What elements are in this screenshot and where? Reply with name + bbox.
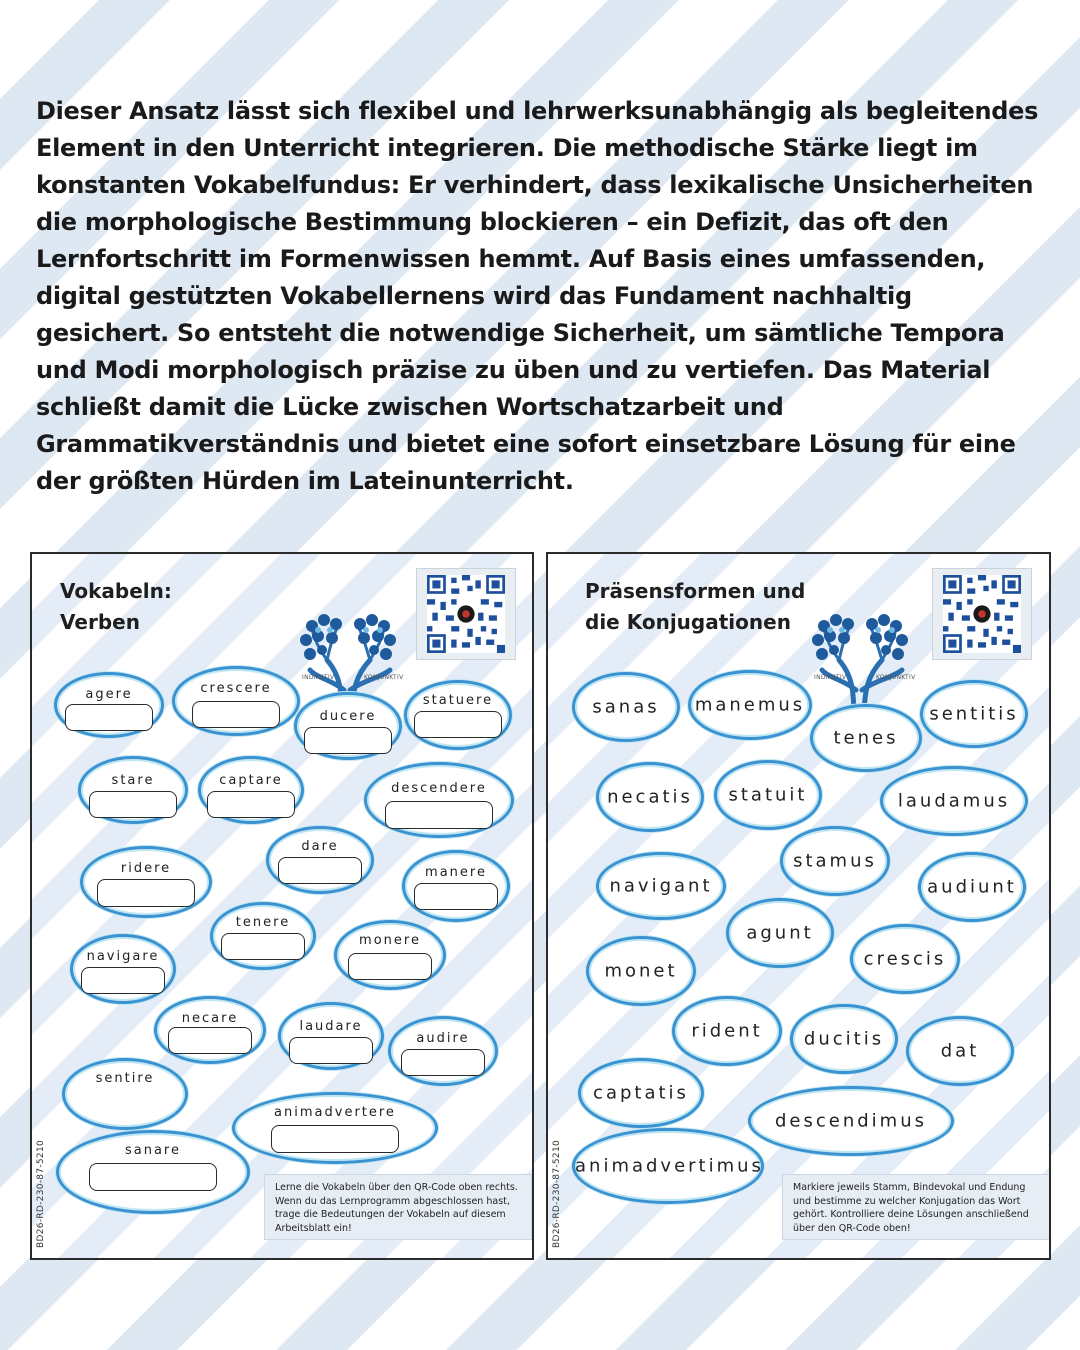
- sheet-title: Präsensformen und die Konjugationen: [585, 579, 806, 634]
- answer-box[interactable]: [81, 967, 165, 994]
- form-oval-sanas[interactable]: sanas: [572, 672, 680, 742]
- intro-paragraph: Dieser Ansatz lässt sich flexibel und lehrwerksunabhängig als begleitendes Element in den Unterricht integrieren. Die methodische Stärke liegt im konstanten Vokabelfundus: Er verhindert, dass lexikalische Unsicherheiten die morphologische Bestimmung blockieren – ein Defizit, das oft den Lernfortschritt im Formenwissen hemmt. Auf Basis eines umfassenden, digital gestützten Vokabellernens wird das Fundament nachhaltig gesichert. So entsteht die notwendige Sicherheit, um sämtliche Tempora und Modi morphologisch präzise zu üben und zu vertiefen. Das Material schließt damit die Lücke zwischen Wortschatzarbeit und Grammatikverständnis und bietet eine sofort einsetzbare Lösung für eine der größten Hürden im Lateinunterricht.: [36, 97, 1039, 495]
- answer-box[interactable]: [271, 1125, 399, 1153]
- answer-box[interactable]: [289, 1037, 373, 1064]
- tree-label-indikativ: INDIKATIV: [814, 674, 847, 681]
- vocab-oval-sanare: sanare: [56, 1130, 250, 1214]
- vocab-oval-necare: necare: [154, 996, 266, 1064]
- vocab-oval-laudare: laudare: [278, 1002, 384, 1070]
- form-oval-monet[interactable]: monet: [586, 936, 696, 1006]
- vocab-oval-captare: captare: [198, 756, 304, 824]
- worksheet-present-forms: [546, 552, 1051, 1260]
- vocab-oval-monere: monere: [334, 920, 446, 990]
- qr-code-icon[interactable]: [416, 568, 516, 660]
- answer-box[interactable]: [414, 883, 498, 910]
- form-oval-dat[interactable]: dat: [906, 1016, 1014, 1086]
- answer-box[interactable]: [97, 879, 195, 907]
- vocab-oval-crescere: crescere: [172, 666, 300, 736]
- vocab-oval-agere: agere: [54, 672, 164, 738]
- vocab-oval-ridere: ridere: [80, 846, 212, 918]
- form-oval-stamus[interactable]: stamus: [780, 826, 890, 896]
- vocab-oval-dare: dare: [266, 826, 374, 894]
- answer-box[interactable]: [89, 1163, 217, 1191]
- worksheet-vocabulary-verbs: [30, 552, 534, 1260]
- document-code: BD26-RD-230-87-5210: [552, 1140, 562, 1248]
- form-oval-laudamus[interactable]: laudamus: [880, 766, 1028, 836]
- form-oval-sentitis[interactable]: sentitis: [920, 680, 1028, 748]
- form-oval-crescis[interactable]: crescis: [850, 924, 960, 994]
- form-oval-tenes[interactable]: tenes: [810, 704, 922, 772]
- answer-box[interactable]: [89, 791, 177, 818]
- answer-box[interactable]: [401, 1049, 485, 1076]
- form-oval-rident[interactable]: rident: [672, 996, 782, 1066]
- vocab-oval-animadvertere: animadvertere: [232, 1092, 438, 1164]
- form-oval-necatis[interactable]: necatis: [596, 762, 704, 832]
- answer-box[interactable]: [221, 933, 305, 960]
- form-oval-audiunt[interactable]: audiunt: [918, 852, 1026, 922]
- vocab-oval-sentire: sentire: [62, 1058, 188, 1130]
- vocab-oval-ducere: ducere: [294, 692, 402, 760]
- vocab-oval-stare: stare: [78, 756, 188, 824]
- answer-box[interactable]: [207, 791, 295, 818]
- answer-box[interactable]: [348, 953, 432, 980]
- form-oval-statuit[interactable]: statuit: [714, 760, 822, 830]
- form-oval-captatis[interactable]: captatis: [578, 1058, 704, 1128]
- tree-label-konjunktiv: KONJUNKTIV: [876, 674, 916, 681]
- form-oval-ducitis[interactable]: ducitis: [790, 1004, 898, 1074]
- answer-box[interactable]: [385, 801, 493, 829]
- vocab-oval-manere: manere: [402, 850, 510, 922]
- tree-label-indikativ: INDIKATIV: [302, 674, 335, 681]
- vocab-oval-tenere: tenere: [210, 902, 316, 970]
- vocab-oval-statuere: statuere: [404, 680, 512, 750]
- vocab-oval-navigare: navigare: [70, 934, 176, 1004]
- form-oval-manemus[interactable]: manemus: [688, 670, 812, 740]
- answer-box[interactable]: [414, 711, 502, 738]
- answer-box[interactable]: [65, 704, 153, 731]
- document-code: BD26-RD-230-87-5210: [36, 1140, 46, 1248]
- form-oval-agunt[interactable]: agunt: [726, 898, 834, 968]
- vocab-oval-descendere: descendere: [364, 762, 514, 838]
- form-oval-navigant[interactable]: navigant: [596, 852, 726, 920]
- form-oval-animadvertimus[interactable]: animadvertimus: [572, 1128, 764, 1204]
- answer-box[interactable]: [304, 727, 392, 754]
- qr-code-icon[interactable]: [932, 568, 1032, 660]
- answer-box[interactable]: [168, 1027, 252, 1054]
- answer-box[interactable]: [278, 857, 362, 884]
- instruction-note: Lerne die Vokabeln über den QR-Code oben rechts. Wenn du das Lernprogramm abgeschlossen hast, trage die Bedeutungen der Vokabeln auf diesem Arbeitsblatt ein!: [264, 1174, 532, 1240]
- tree-label-konjunktiv: KONJUNKTIV: [364, 674, 404, 681]
- instruction-note: Markiere jeweils Stamm, Bindevokal und Endung und bestimme zu welcher Konjugation das Wort gehört. Kontrolliere deine Lösungen anschließend über den QR-Code oben!: [782, 1174, 1050, 1240]
- answer-box[interactable]: [192, 701, 280, 728]
- vocab-oval-audire: audire: [388, 1016, 498, 1086]
- form-oval-descendimus[interactable]: descendimus: [748, 1086, 954, 1156]
- sheet-title: Vokabeln: Verben: [60, 579, 172, 634]
